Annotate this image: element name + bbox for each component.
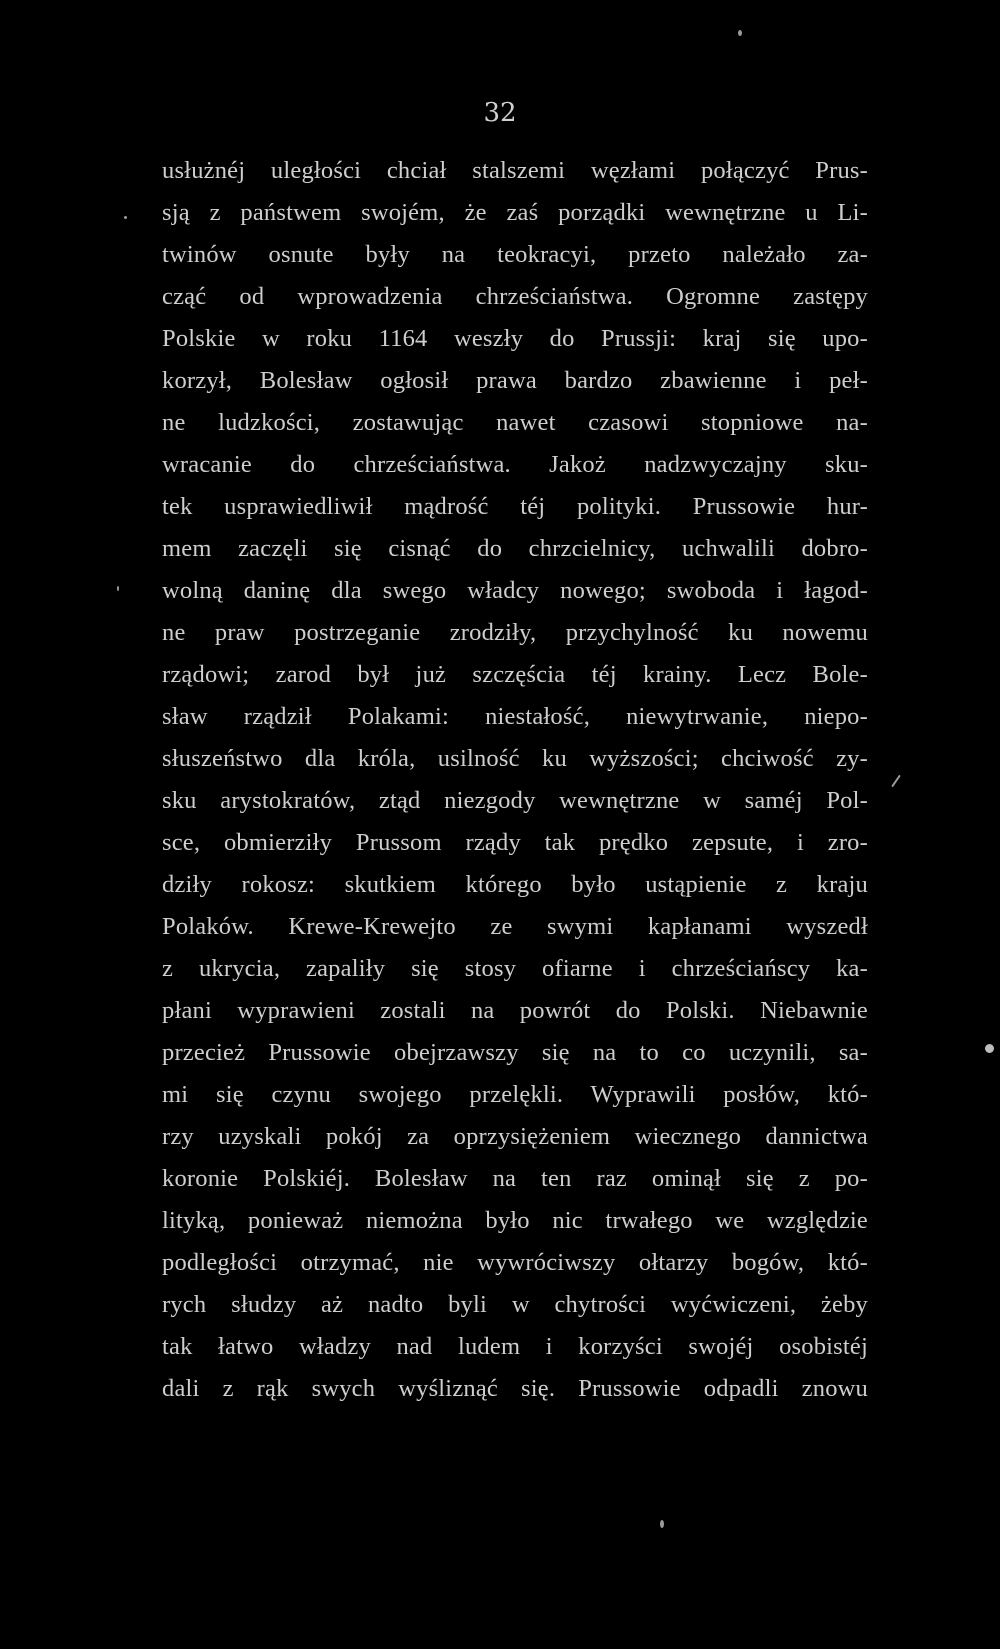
text-line: dziły rokosz: skutkiem którego było ustąpienie z kraju (162, 871, 868, 898)
text-line: wracanie do chrześciaństwa. Jakoż nadzwyczajny sku- (162, 451, 868, 478)
page-number: 32 (483, 98, 517, 128)
text-line: sce, obmierziły Prussom rządy tak prędko zepsute, i zro- (162, 829, 868, 856)
text-line: sją z państwem swojém, że zaś porządki wewnętrzne u Li- (162, 199, 868, 226)
text-line: Polaków. Krewe-Krewejto ze swymi kapłanami wyszedł (162, 913, 868, 940)
text-line: sław rządził Polakami: niestałość, niewytrwanie, niepo- (162, 703, 868, 730)
text-line: lityką, ponieważ niemożna było nic trwałego we względzie (162, 1207, 868, 1234)
text-line: rych słudzy aż nadto byli w chytrości wyćwiczeni, żeby (162, 1291, 868, 1318)
text-line: mi się czynu swojego przelękli. Wyprawili posłów, któ- (162, 1081, 868, 1108)
text-line: mem zaczęli się cisnąć do chrzcielnicy, uchwalili dobro- (162, 535, 868, 562)
text-line: rzy uzyskali pokój za oprzysiężeniem wiecznego dannictwa (162, 1123, 868, 1150)
text-line: słuszeństwo dla króla, usilność ku wyższości; chciwość zy- (162, 745, 868, 772)
text-line: korzył, Bolesław ogłosił prawa bardzo zbawienne i peł- (162, 367, 868, 394)
text-line: Polskie w roku 1164 weszły do Prussji: kraj się upo- (162, 325, 868, 352)
text-line: sku arystokratów, ztąd niezgody wewnętrzne w saméj Pol- (162, 787, 868, 814)
text-line: przecież Prussowie obejrzawszy się na to co uczynili, sa- (162, 1039, 868, 1066)
text-line: koronie Polskiéj. Bolesław na ten raz ominął się z po- (162, 1165, 868, 1192)
text-line: tak łatwo władzy nad ludem i korzyści swojéj osobistéj (162, 1333, 868, 1360)
text-line: ne praw postrzeganie zrodziły, przychylność ku nowemu (162, 619, 868, 646)
text-line: ne ludzkości, zostawując nawet czasowi stopniowe na- (162, 409, 868, 436)
text-line: dali z rąk swych wyśliznąć się. Prussowie odpadli znowu (162, 1375, 868, 1402)
text-line: tek usprawiedliwił mądrość téj polityki. Prussowie hur- (162, 493, 868, 520)
body-text (162, 150, 868, 1410)
text-line: cząć od wprowadzenia chrześciaństwa. Ogromne zastępy (162, 283, 868, 310)
scan-speck (985, 1044, 994, 1053)
text-line: wolną daninę dla swego władcy nowego; swoboda i łagod- (162, 577, 868, 604)
text-line: podległości otrzymać, nie wywróciwszy ołtarzy bogów, któ- (162, 1249, 868, 1276)
scan-speck (738, 30, 742, 36)
scan-speck (891, 775, 901, 788)
text-line: usłużnéj uległości chciał stalszemi węzłami połączyć Prus- (162, 157, 868, 184)
text-line: płani wyprawieni zostali na powrót do Polski. Niebawnie (162, 997, 868, 1024)
scan-speck (117, 586, 119, 591)
text-line: rządowi; zarod był już szczęścia téj krainy. Lecz Bole- (162, 661, 868, 688)
text-line: z ukrycia, zapaliły się stosy ofiarne i chrześciańscy ka- (162, 955, 868, 982)
text-line: twinów osnute były na teokracyi, przeto należało za- (162, 241, 868, 268)
scan-speck (660, 1520, 664, 1528)
scan-speck (124, 216, 127, 219)
